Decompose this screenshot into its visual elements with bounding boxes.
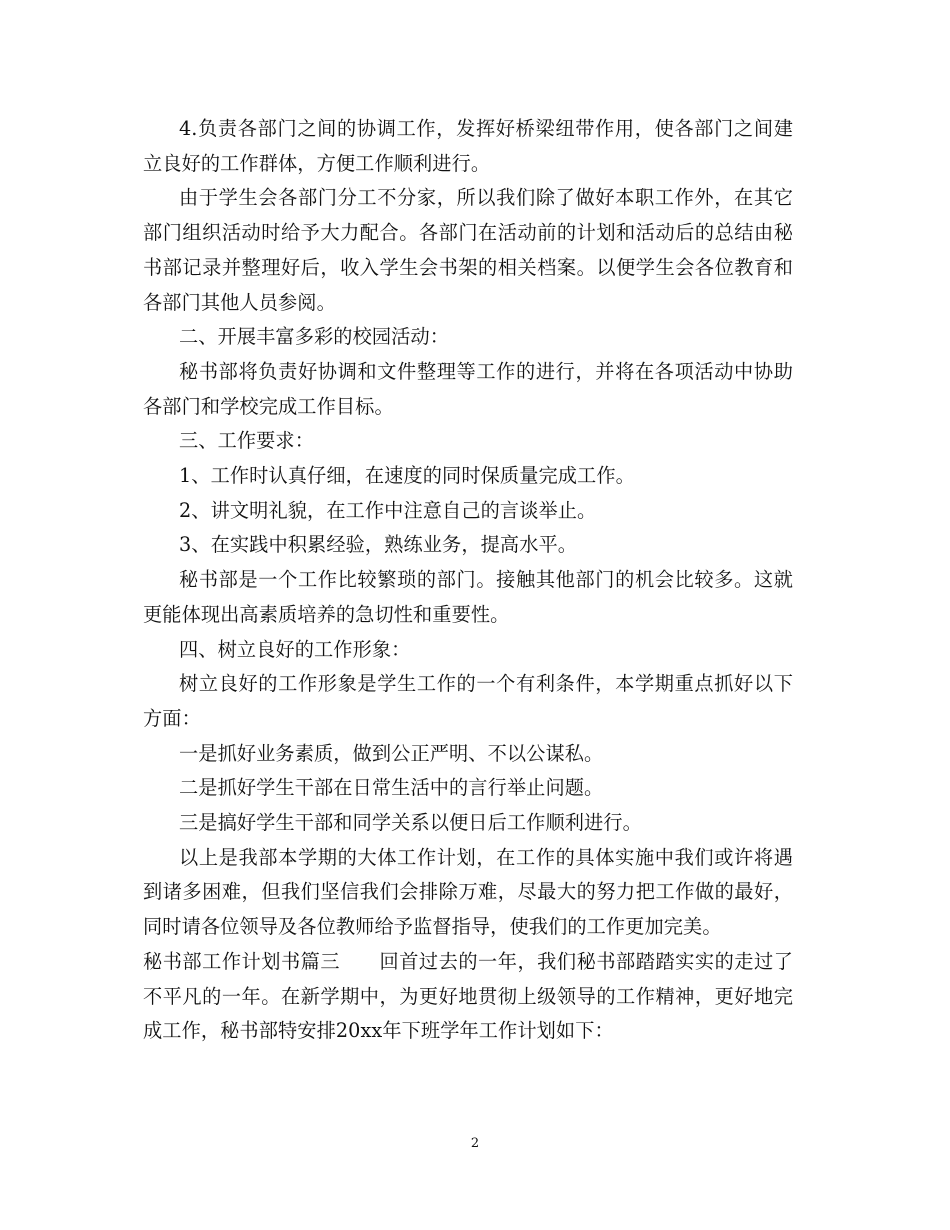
paragraph-coordination: 4.负责各部门之间的协调工作，发挥好桥梁纽带作用，使各部门之间建立良好的工作群体，方便工作顺利进行。 bbox=[143, 117, 793, 175]
paragraph-department-nature: 秘书部是一个工作比较繁琐的部门。接触其他部门的机会比较多。这就更能体现出高素质培养的急切性和重要性。 bbox=[143, 568, 793, 626]
list-item-image-2: 二是抓好学生干部在日常生活中的言行举止问题。 bbox=[179, 776, 604, 800]
page-number: 2 bbox=[470, 1136, 480, 1151]
paragraph-secretariat-role: 秘书部将负责好协调和文件整理等工作的进行，并将在各项活动中协助各部门和学校完成工作目标。 bbox=[143, 359, 793, 418]
heading-work-requirements: 三、工作要求： bbox=[179, 429, 315, 453]
list-item-requirement-1: 1、工作时认真仔细，在速度的同时保质量完成工作。 bbox=[179, 464, 635, 488]
list-item-image-3: 三是搞好学生干部和同学关系以便日后工作顺利进行。 bbox=[179, 811, 642, 835]
list-item-image-1: 一是抓好业务素质，做到公正严明、不以公谋私。 bbox=[179, 741, 604, 765]
heading-campus-activities: 二、开展丰富多彩的校园活动： bbox=[179, 325, 450, 349]
document-body bbox=[143, 112, 793, 1049]
heading-work-image: 四、树立良好的工作形象： bbox=[179, 637, 411, 661]
list-item-requirement-3: 3、在实践中积累经验，熟练业务，提高水平。 bbox=[179, 533, 578, 557]
paragraph-department-cooperation: 由于学生会各部门分工不分家，所以我们除了做好本职工作外，在其它部门组织活动时给予大力配合。各部门在活动前的计划和活动后的总结由秘书部记录并整理好后，收入学生会书架的相关档案。以便学生会各位教育和各部门其他人员参阅。 bbox=[143, 186, 793, 314]
paragraph-section-three-start: 秘书部工作计划书篇三 回首过去的一年，我们秘书部踏踏实实的走过了不平凡的一年。在新学期中，为更好地贯彻上级领导的工作精神，更好地完成工作，秘书部特安排20xx年下班学年工作计划如下： bbox=[143, 949, 793, 1043]
paragraph-conclusion: 以上是我部本学期的大体工作计划，在工作的具体实施中我们或许将遇到诸多困难，但我们坚信我们会排除万难，尽最大的努力把工作做的最好，同时请各位领导及各位教师给予监督指导，使我们的工作更加完美。 bbox=[143, 845, 793, 939]
list-item-requirement-2: 2、讲文明礼貌，在工作中注意自己的言谈举止。 bbox=[179, 498, 597, 522]
paragraph-work-image-intro: 树立良好的工作形象是学生工作的一个有利条件，本学期重点抓好以下方面： bbox=[143, 672, 793, 730]
